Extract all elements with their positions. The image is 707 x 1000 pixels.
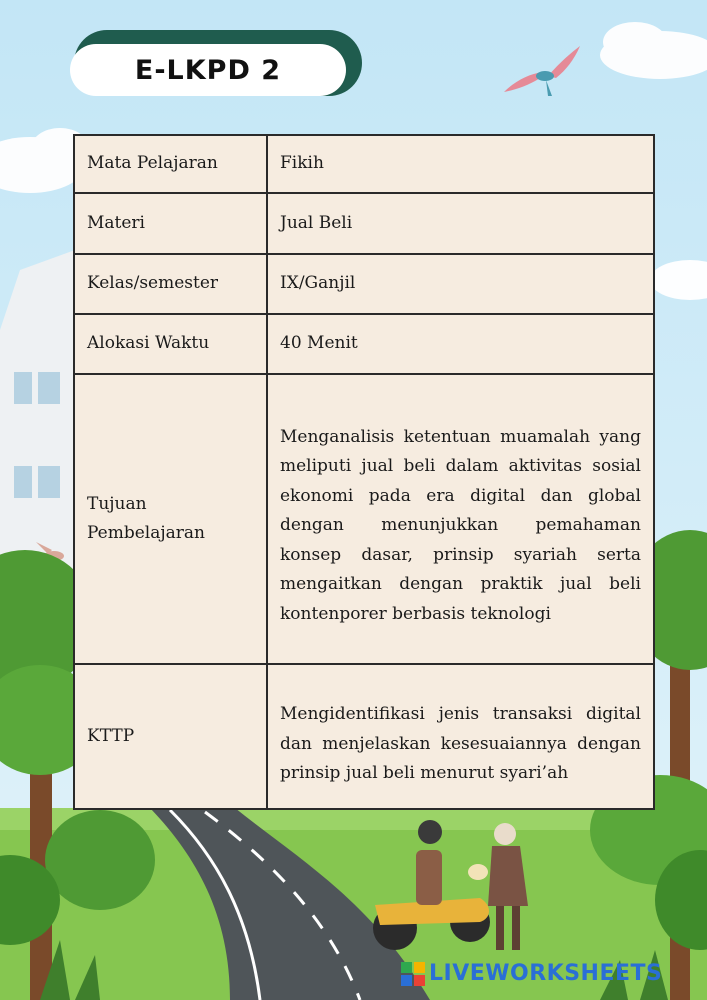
row-value-material: Jual Beli <box>267 193 654 254</box>
table-row <box>74 314 654 374</box>
table-row <box>74 254 654 314</box>
title-pill <box>70 44 346 96</box>
row-value-learning-objective: Menganalisis ketentuan muamalah yang meliputi jual beli dalam aktivitas sosial ekonomi pada era digital dan global dengan menunjukkan pemahaman konsep dasar, prinsip syariah serta mengaitkan dengan praktik jual beli kontenporer berbasis teknologi <box>267 374 654 664</box>
table-row <box>74 135 654 193</box>
row-value-class-semester: IX/Ganjil <box>267 254 654 314</box>
liveworksheets-logo-icon <box>401 962 425 986</box>
liveworksheets-watermark <box>401 961 662 986</box>
row-value-subject: Fikih <box>267 135 654 193</box>
info-table <box>73 134 655 810</box>
page-title: E-LKPD 2 <box>134 54 282 86</box>
watermark-text: LIVEWORKSHEETS <box>429 961 663 986</box>
row-value-kttp: Mengidentifikasi jenis transaksi digital dan menjelaskan kesesuaiannya dengan prinsip jual beli menurut syari’ah <box>267 664 654 809</box>
row-label-time-allocation: Alokasi Waktu <box>74 314 267 374</box>
row-label-learning-objective: Tujuan Pembelajaran <box>74 374 267 664</box>
row-label-kttp: KTTP <box>74 664 267 809</box>
table-row <box>74 193 654 254</box>
row-value-time-allocation: 40 Menit <box>267 314 654 374</box>
row-label-subject: Mata Pelajaran <box>74 135 267 193</box>
table-row <box>74 374 654 664</box>
table-row <box>74 664 654 809</box>
row-label-class-semester: Kelas/semester <box>74 254 267 314</box>
row-label-material: Materi <box>74 193 267 254</box>
